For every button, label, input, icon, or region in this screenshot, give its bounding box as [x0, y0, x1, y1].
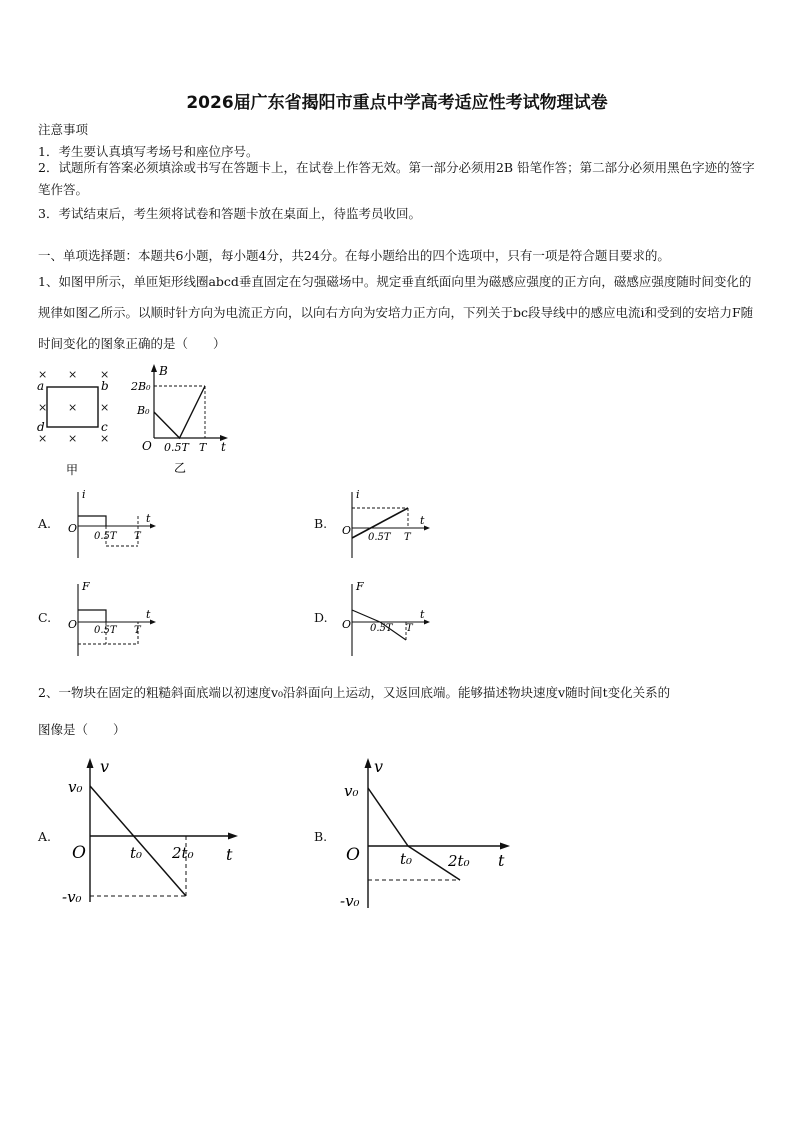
x-axis-label: t — [420, 608, 425, 621]
x-tick-half: 0.5T — [368, 532, 391, 543]
caption-yi: 乙 — [174, 461, 187, 475]
x-mark: × — [38, 401, 48, 414]
origin-label: O — [68, 618, 78, 631]
x-tick-half: 0.5T — [164, 441, 189, 454]
question-1-text: 1、如图甲所示，单匝矩形线圈abcd垂直固定在匀强磁场中。规定垂直纸面向里为磁感应强度的正方向，磁感应强度随时间变化的规律如图乙所示。以顺时针方向为电流正方向，以向右方向为安培力正方向，下列关于bc段导线中的感应电流i和受到的安培力F随时间变化的图象正确的是（ ） — [38, 274, 754, 351]
x-tick-t: T — [134, 625, 141, 636]
x-tick-t: T — [199, 441, 207, 454]
x-tick-t: T — [404, 532, 411, 543]
q2-option-a-graph[interactable] — [60, 756, 250, 906]
x-mark: × — [68, 368, 78, 381]
notice-3: 3．考试结束后，考生须将试卷和答题卡放在桌面上，待监考员收回。 — [38, 206, 421, 221]
corner-d: d — [37, 420, 45, 434]
x-tick-t: T — [134, 531, 141, 542]
origin-label: O — [72, 843, 86, 863]
force-plot — [352, 610, 380, 622]
notice-heading: 注意事项 — [38, 122, 89, 137]
y-tick-neg-v0: -v₀ — [340, 892, 360, 910]
option-b-graph[interactable] — [336, 488, 436, 562]
notice-1: 1．考生要认真填写考场号和座位序号。 — [38, 144, 259, 159]
corner-c: c — [101, 420, 108, 434]
x-axis-label: t — [146, 608, 151, 621]
question-2-text-line2: 图像是（ ） — [38, 722, 126, 737]
origin-label: O — [68, 522, 78, 535]
corner-b: b — [101, 379, 109, 393]
section-heading: 一、单项选择题：本题共6小题，每小题4分，共24分。在每小题给出的四个选项中，只有一项是符合题目要求的。 — [38, 248, 670, 263]
x-arrow — [150, 524, 156, 529]
x-arrow — [150, 620, 156, 625]
option-a-label[interactable]: A. — [38, 516, 52, 531]
option-a-graph[interactable] — [62, 488, 162, 562]
y-arrow — [87, 758, 94, 768]
option-d-graph[interactable] — [336, 580, 436, 658]
figure-jia — [34, 366, 114, 476]
q2-option-b-label[interactable]: B. — [314, 829, 328, 844]
b-curve — [154, 386, 205, 438]
x-axis-label: t — [146, 512, 151, 525]
origin-label: O — [346, 845, 360, 865]
x-tick-half: 0.5T — [94, 531, 117, 542]
question-2-text-line1: 2、一物块在固定的粗糙斜面底端以初速度v₀沿斜面向上运动，又返回底端。能够描述物块速度v随时间t变化关系的 — [38, 685, 671, 700]
q2-option-b-graph[interactable] — [338, 756, 528, 916]
x-mark: × — [100, 401, 110, 414]
x-tick-2t0: 2t₀ — [448, 852, 470, 870]
x-axis-label: t — [226, 845, 233, 864]
y-tick-v0: v₀ — [68, 778, 83, 796]
y-tick-neg-v0: -v₀ — [62, 888, 82, 906]
y-arrow — [151, 364, 157, 372]
corner-a: a — [37, 379, 45, 393]
x-axis-label: t — [221, 440, 226, 454]
y-axis-label: i — [356, 488, 360, 501]
x-mark: × — [38, 432, 48, 445]
current-plot — [78, 516, 106, 526]
notice-2: 2．试题所有答案必须填涂或书写在答题卡上，在试卷上作答无效。第一部分必须用2B 铅笔作答；第二部分必须用黑色字迹的签字笔作答。 — [38, 160, 755, 197]
y-tick-2b0: 2B₀ — [131, 380, 151, 393]
force-plot — [78, 610, 106, 622]
x-axis-label: t — [498, 851, 505, 870]
y-axis-label: F — [356, 580, 364, 593]
y-axis-label: B — [159, 364, 168, 378]
option-d-label[interactable]: D. — [314, 610, 328, 625]
figure-yi — [128, 362, 238, 478]
x-tick-t: T — [406, 623, 413, 634]
x-mark: × — [100, 432, 110, 445]
origin-label: O — [342, 618, 352, 631]
option-c-graph[interactable] — [62, 580, 162, 658]
x-tick-2t0: 2t₀ — [172, 844, 194, 862]
x-mark: × — [100, 368, 110, 381]
caption-jia: 甲 — [66, 463, 79, 477]
x-mark: × — [38, 368, 48, 381]
exam-title: 2026届广东省揭阳市重点中学高考适应性考试物理试卷 — [186, 93, 608, 113]
x-arrow — [500, 843, 510, 850]
y-axis-label: F — [82, 580, 90, 593]
velocity-line — [90, 786, 186, 896]
x-tick-t0: t₀ — [130, 844, 143, 862]
option-c-label[interactable]: C. — [38, 610, 52, 625]
x-mark: × — [68, 401, 78, 414]
y-tick-b0: B₀ — [137, 404, 150, 417]
x-axis-label: t — [420, 514, 425, 527]
x-mark: × — [68, 432, 78, 445]
y-arrow — [365, 758, 372, 768]
x-tick-t0: t₀ — [400, 850, 413, 868]
origin-label: O — [342, 524, 352, 537]
origin-label: O — [142, 439, 152, 453]
x-tick-half: 0.5T — [370, 623, 393, 634]
y-axis-label: v — [100, 757, 110, 776]
x-arrow — [228, 833, 238, 840]
velocity-line — [368, 788, 408, 846]
x-arrow — [424, 526, 430, 531]
x-arrow — [424, 620, 430, 625]
q2-option-a-label[interactable]: A. — [38, 829, 52, 844]
y-axis-label: i — [82, 488, 86, 501]
y-tick-v0: v₀ — [344, 782, 359, 800]
x-tick-half: 0.5T — [94, 625, 117, 636]
y-axis-label: v — [374, 757, 384, 776]
option-b-label[interactable]: B. — [314, 516, 328, 531]
